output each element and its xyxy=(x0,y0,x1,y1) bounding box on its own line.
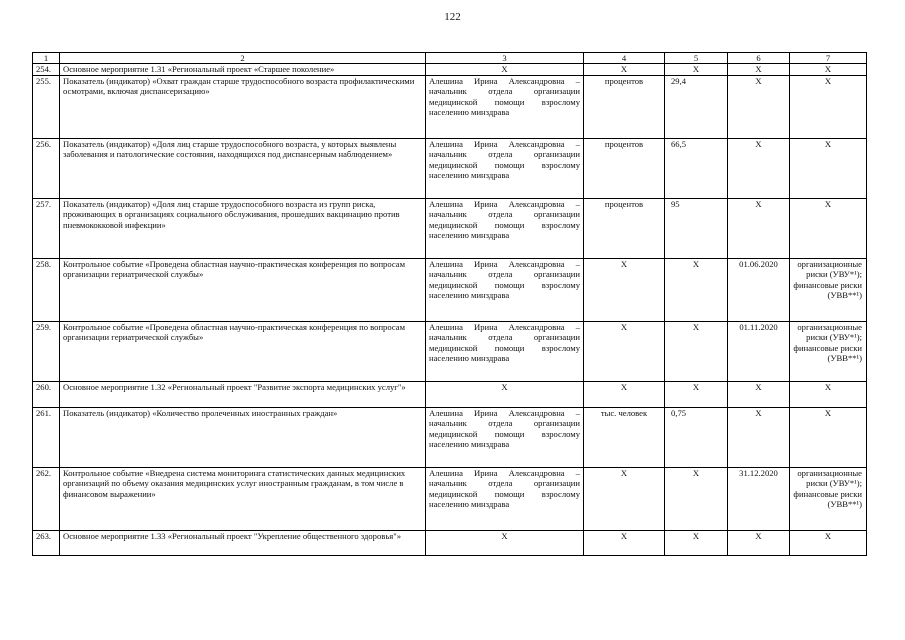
column-header: 6 xyxy=(728,53,790,64)
responsible-cell: Алешина Ирина Александровна – начальник отдела организации медицинской помощи взрослому населению минздрава xyxy=(426,322,584,382)
responsible-cell: Алешина Ирина Александровна – начальник отдела организации медицинской помощи взрослому населению минздрава xyxy=(426,259,584,322)
risk-line: риски (УВУ*¹); xyxy=(806,332,862,343)
unit-cell: X xyxy=(584,468,665,531)
column-header: 2 xyxy=(60,53,426,64)
responsible-cell: Алешина Ирина Александровна – начальник отдела организации медицинской помощи взрослому населению минздрава xyxy=(426,468,584,531)
risk-line: (УВВ**¹) xyxy=(827,353,862,364)
date-cell: X xyxy=(728,64,790,76)
row-number-cell: 256. xyxy=(33,139,60,199)
unit-cell: X xyxy=(584,531,665,556)
column-header: 3 xyxy=(426,53,584,64)
unit-cell: тыс. человек xyxy=(584,408,665,468)
risk-line: организационные xyxy=(797,259,862,269)
table-row xyxy=(33,76,867,139)
column-header: 7 xyxy=(790,53,867,64)
responsible-cell: X xyxy=(426,64,584,76)
unit-cell: X xyxy=(584,64,665,76)
table-row xyxy=(33,64,867,76)
risk-cell xyxy=(790,468,867,531)
column-header: 1 xyxy=(33,53,60,64)
risk-cell: X xyxy=(790,76,867,139)
risk-cell: X xyxy=(790,382,867,408)
value-cell: X xyxy=(665,64,728,76)
date-cell: X xyxy=(728,531,790,556)
activity-name-cell: Показатель (индикатор) «Доля лиц старше трудоспособного возраста из групп риска, проживающих в организациях социального обслуживания, прошедших вакцинацию против пневмококковой инфекции» xyxy=(60,199,426,259)
risk-line: (УВВ**¹) xyxy=(827,499,862,510)
unit-cell: X xyxy=(584,322,665,382)
table-row xyxy=(33,531,867,556)
column-header: 5 xyxy=(665,53,728,64)
responsible-cell: X xyxy=(426,382,584,408)
row-number-cell: 261. xyxy=(33,408,60,468)
risk-line: финансовые риски xyxy=(793,279,862,290)
unit-cell: X xyxy=(584,382,665,408)
table-header-row xyxy=(33,53,867,64)
table-row xyxy=(33,259,867,322)
risk-cell: X xyxy=(790,139,867,199)
value-cell: 95 xyxy=(665,199,728,259)
activity-name-cell: Основное мероприятие 1.32 «Региональный проект "Развитие экспорта медицинских услуг"» xyxy=(60,382,426,408)
responsible-cell: Алешина Ирина Александровна – начальник отдела организации медицинской помощи взрослому населению минздрава xyxy=(426,139,584,199)
date-cell: X xyxy=(728,382,790,408)
risk-cell xyxy=(790,259,867,322)
row-number-cell: 258. xyxy=(33,259,60,322)
unit-cell: процентов xyxy=(584,139,665,199)
table-row xyxy=(33,382,867,408)
value-cell: 29,4 xyxy=(665,76,728,139)
date-cell: 31.12.2020 xyxy=(728,468,790,531)
value-cell: X xyxy=(665,259,728,322)
responsible-cell: Алешина Ирина Александровна – начальник отдела организации медицинской помощи взрослому населению минздрава xyxy=(426,76,584,139)
value-cell: X xyxy=(665,531,728,556)
date-cell: X xyxy=(728,199,790,259)
page-number: 122 xyxy=(444,11,461,23)
row-number-cell: 257. xyxy=(33,199,60,259)
unit-cell: X xyxy=(584,259,665,322)
risk-cell: X xyxy=(790,64,867,76)
risk-cell xyxy=(790,322,867,382)
activity-name-cell: Показатель (индикатор) «Доля лиц старше трудоспособного возраста, у которых выявлены заболевания и патологические состояния, находящихся под диспансерным наблюдением» xyxy=(60,139,426,199)
value-cell: 0,75 xyxy=(665,408,728,468)
activity-name-cell: Основное мероприятие 1.31 «Региональный проект «Старшее поколение» xyxy=(60,64,426,76)
risk-line: (УВВ**¹) xyxy=(827,290,862,301)
row-number-cell: 259. xyxy=(33,322,60,382)
date-cell: X xyxy=(728,408,790,468)
table-row xyxy=(33,408,867,468)
risk-line: финансовые риски xyxy=(793,488,862,499)
activity-name-cell: Показатель (индикатор) «Охват граждан старше трудоспособного возраста профилактическими осмотрами, включая диспансеризацию» xyxy=(60,76,426,139)
row-number-cell: 255. xyxy=(33,76,60,139)
risk-cell: X xyxy=(790,199,867,259)
table-row xyxy=(33,468,867,531)
responsible-cell: X xyxy=(426,531,584,556)
row-number-cell: 263. xyxy=(33,531,60,556)
activity-name-cell: Контрольное событие «Проведена областная научно-практическая конференция по вопросам организации гериатрической службы» xyxy=(60,322,426,382)
risk-cell: X xyxy=(790,408,867,468)
table-row xyxy=(33,199,867,259)
plan-table xyxy=(32,52,867,556)
table-row xyxy=(33,322,867,382)
column-header: 4 xyxy=(584,53,665,64)
row-number-cell: 260. xyxy=(33,382,60,408)
risk-line: риски (УВУ*¹); xyxy=(806,478,862,489)
responsible-cell: Алешина Ирина Александровна – начальник отдела организации медицинской помощи взрослому населению минздрава xyxy=(426,199,584,259)
table-row xyxy=(33,139,867,199)
activity-name-cell: Основное мероприятие 1.33 «Региональный проект "Укрепление общественного здоровья"» xyxy=(60,531,426,556)
risk-line: риски (УВУ*¹); xyxy=(806,269,862,280)
date-cell: 01.06.2020 xyxy=(728,259,790,322)
row-number-cell: 254. xyxy=(33,64,60,76)
value-cell: X xyxy=(665,468,728,531)
row-number-cell: 262. xyxy=(33,468,60,531)
risk-line: финансовые риски xyxy=(793,342,862,353)
date-cell: X xyxy=(728,139,790,199)
risk-cell: X xyxy=(790,531,867,556)
unit-cell: процентов xyxy=(584,199,665,259)
value-cell: X xyxy=(665,322,728,382)
risk-line: организационные xyxy=(797,468,862,478)
date-cell: X xyxy=(728,76,790,139)
activity-name-cell: Контрольное событие «Внедрена система мониторинга статистических данных медицинских организаций по объему оказания медицинских услуг иностранным гражданам, в том числе в финансовом выражении» xyxy=(60,468,426,531)
activity-name-cell: Показатель (индикатор) «Количество пролеченных иностранных граждан» xyxy=(60,408,426,468)
risk-line: организационные xyxy=(797,322,862,332)
activity-name-cell: Контрольное событие «Проведена областная научно-практическая конференция по вопросам организации гериатрической службы» xyxy=(60,259,426,322)
unit-cell: процентов xyxy=(584,76,665,139)
value-cell: X xyxy=(665,382,728,408)
value-cell: 66,5 xyxy=(665,139,728,199)
responsible-cell: Алешина Ирина Александровна – начальник отдела организации медицинской помощи взрослому населению минздрава xyxy=(426,408,584,468)
date-cell: 01.11.2020 xyxy=(728,322,790,382)
